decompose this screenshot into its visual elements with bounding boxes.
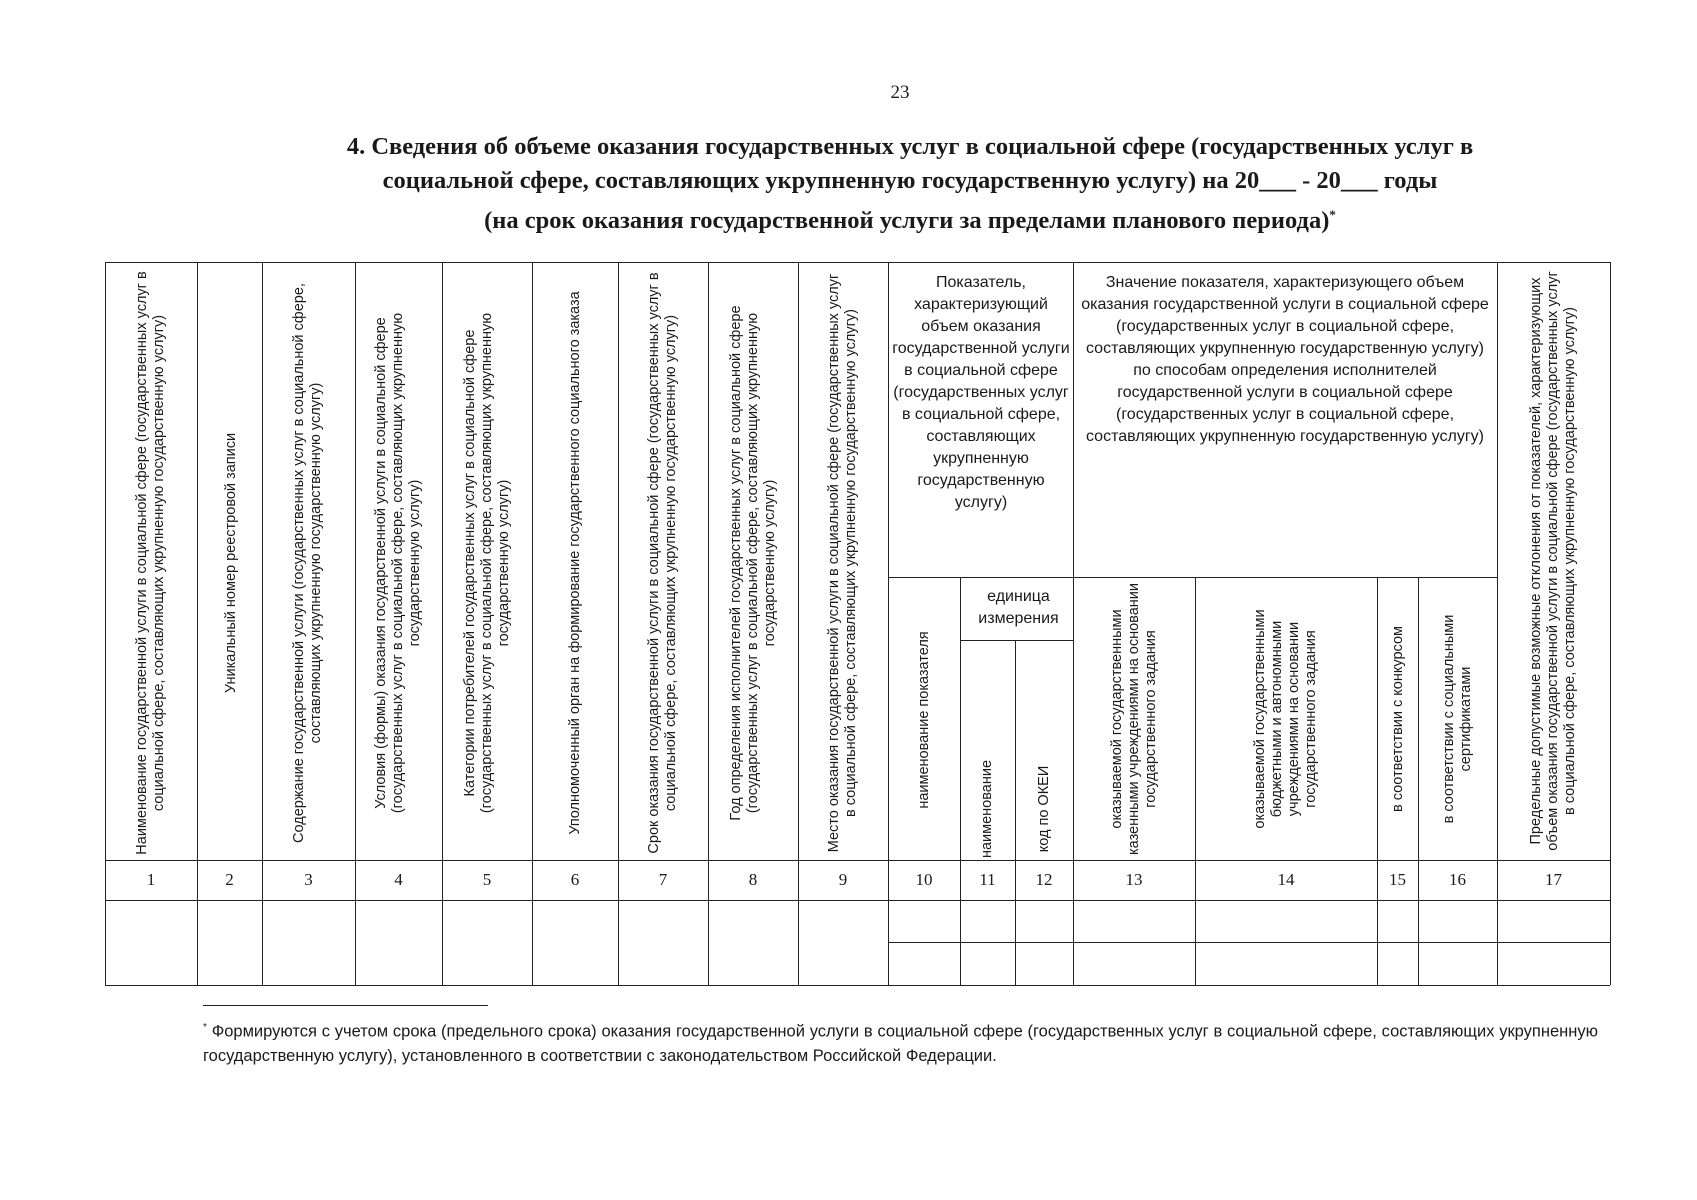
header-value-group: Значение показателя, характеризующего объем оказания государственной услуги в социальной сфере (государственных услуг в социальной сфере, составляющих укрупненную государственную услугу) по способам определения исполнителей государственной услуги в социальной сфере (государственных услуг в социальной сфере, составляющих укрупненную государственную услугу) <box>1081 274 1489 445</box>
header-budget-institutions: оказываемой государственными бюджетными и автономными учреждениями на основании государственного задания <box>1252 609 1319 829</box>
title-line-2: социальной сфере, составляющих укрупненную государственную услугу) на 20___ - 20___ годы <box>382 167 1438 194</box>
column-number: 2 <box>225 870 234 889</box>
page-number: 23 <box>890 82 910 103</box>
header-indicator-name: наименование показателя <box>915 631 932 809</box>
column-number: 6 <box>570 870 580 889</box>
header-service-content: Содержание государственной услуги (государственных услуг в социальной сфере, составляющих укрупненную государственную услугу) <box>291 283 324 843</box>
header-social-certificates: в соответствии с социальными сертификатами <box>1441 614 1474 824</box>
footnote-separator <box>203 1005 488 1006</box>
column-number: 3 <box>304 870 313 889</box>
column-number: 9 <box>838 870 848 889</box>
column-number: 17 <box>1545 870 1562 889</box>
column-number: 5 <box>482 870 492 889</box>
column-number: 12 <box>1035 870 1053 889</box>
footnote-text: Формируются с учетом срока (предельного срока) оказания государственной услуги в социальной сфере (государственных услуг в социальной сфере, составляющих укрупненную государственную услугу), установленного в соответствии с законодательством Российской Федерации. <box>203 1022 1598 1065</box>
column-number: 15 <box>1389 870 1406 889</box>
column-number: 4 <box>394 870 403 889</box>
column-number: 16 <box>1449 870 1466 889</box>
header-service-place: Место оказания государственной услуги в социальной сфере (государственных услуг в социальной сфере, составляющих укрупненную государственную услугу) <box>826 273 859 853</box>
header-service-term: Срок оказания государственной услуги в социальной сфере (государственных услуг в социальной сфере, составляющих укрупненную государственную услугу) <box>646 272 679 854</box>
column-number: 7 <box>658 870 668 889</box>
header-unit-name: наименование <box>978 759 995 859</box>
title-line-1: 4. Сведения об объеме оказания государственных услуг в социальной сфере (государственных услуг в <box>346 133 1474 160</box>
header-state-institutions: оказываемой государственными казенными учреждениями на основании государственного задания <box>1108 583 1159 855</box>
header-competition: в соответствии с конкурсом <box>1389 626 1406 812</box>
header-executors-year: Год определения исполнителей государственных услуг в социальной сфере (государственных услуг в социальной сфере, составляющих укрупненную государственную услугу) <box>727 305 778 821</box>
footnote <box>203 1016 1598 1068</box>
header-allowed-deviations: Предельные допустимые возможные отклонения от показателей, характеризующих объем оказания государственной услуги в социальной сфере (государственных услуг в социальной сфере, составляющих укрупненную государственную услугу) <box>1527 271 1578 851</box>
header-consumer-categories: Категории потребителей государственных услуг в социальной сфере (государственных услуг в социальной сфере, составляющих укрупненную государственную услугу) <box>461 312 512 814</box>
header-indicator-group: Показатель, характеризующий объем оказания государственной услуги в социальной сфере (государственных услуг в социальной сфере, составляющих укрупненную государственную услугу) <box>892 274 1070 511</box>
title-line-3: (на срок оказания государственной услуги за пределами планового периода)* <box>484 207 1336 235</box>
footnote-marker: * <box>203 1022 207 1033</box>
column-number: 13 <box>1125 870 1143 889</box>
column-number: 1 <box>146 870 156 889</box>
header-service-name: Наименование государственной услуги в социальной сфере (государственных услуг в социальной сфере, составляющих укрупненную государственную услугу) <box>134 271 167 855</box>
header-okei-code: код по ОКЕИ <box>1035 765 1052 853</box>
header-service-conditions: Условия (формы) оказания государственной услуги в социальной сфере (государственных услуг в социальной сфере, составляющих укрупненную государственную услугу) <box>372 312 423 814</box>
title-footnote-marker: * <box>1329 207 1336 222</box>
header-authorized-body: Уполномоченный орган на формирование государственного социального заказа <box>566 291 583 835</box>
column-number: 14 <box>1277 870 1295 889</box>
column-number: 11 <box>979 870 996 889</box>
header-unit-group: единица измерения <box>978 588 1059 627</box>
column-number: 8 <box>748 870 758 889</box>
header-registry-number: Уникальный номер реестровой записи <box>222 432 239 694</box>
column-number: 10 <box>915 870 933 889</box>
